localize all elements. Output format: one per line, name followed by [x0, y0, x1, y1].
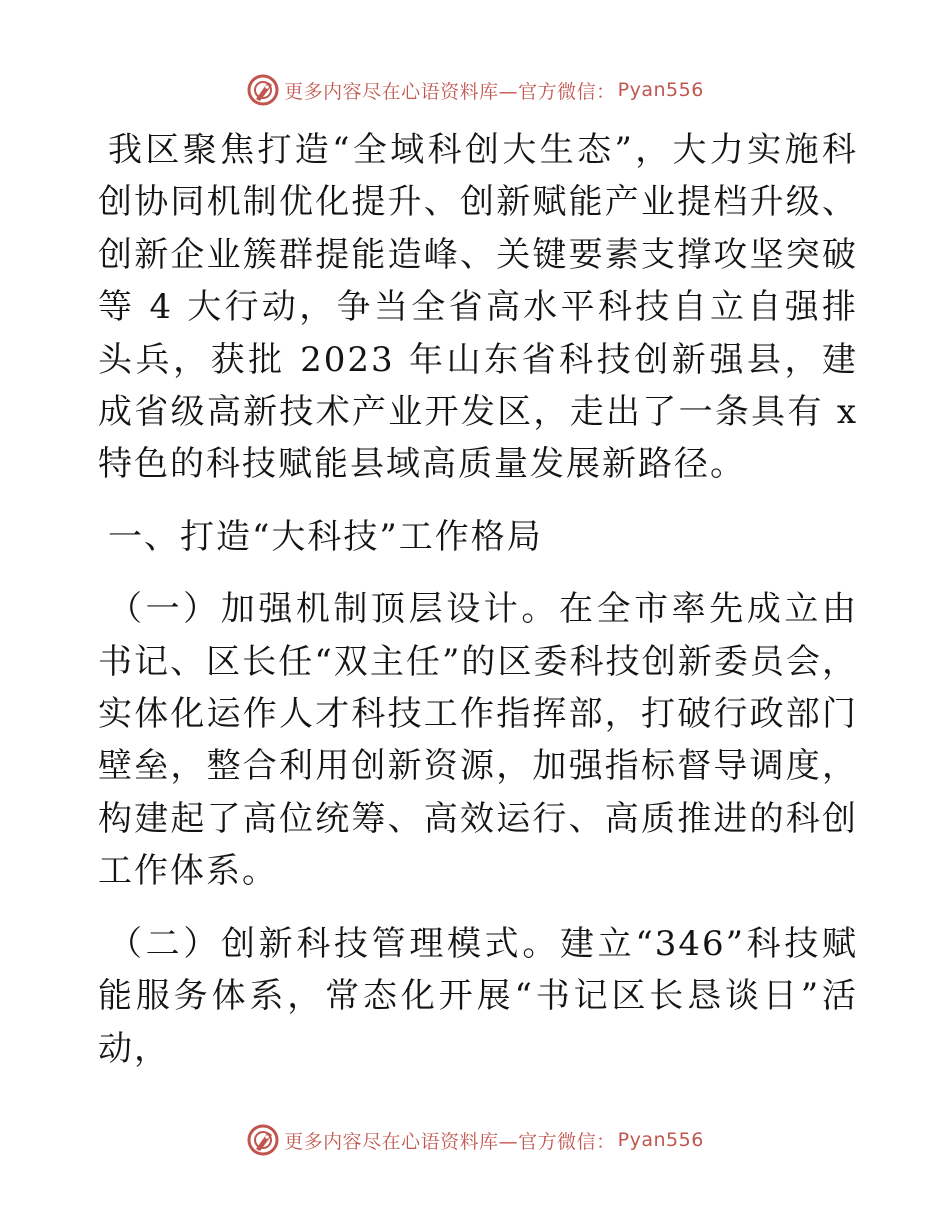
pen-nib-circle-icon: [246, 1123, 280, 1157]
watermark-text: 更多内容尽在心语资料库—官方微信：: [284, 1130, 616, 1153]
section-heading: 一、打造“大科技”工作格局: [108, 516, 543, 557]
watermark-wechat-id: Pyan556: [617, 79, 704, 101]
watermark-footer: [0, 1120, 950, 1160]
watermark-text: 更多内容尽在心语资料库—官方微信：: [284, 80, 616, 103]
pen-nib-circle-icon: [246, 73, 280, 107]
subsection-paragraph-1: （一）加强机制顶层设计。在全市率先成立由书记、区长任“双主任”的区委科技创新委员会，实体化运作人才科技工作指挥部，打破行政部门壁垒，整合利用创新资源，加强指标督导调度，构建起了高位统筹、高效运行、高质推进的科创工作体系。: [98, 589, 858, 892]
watermark-wechat-id: Pyan556: [617, 1129, 704, 1151]
subsection-paragraph-2: （二）创新科技管理模式。建立“346”科技赋能服务体系，常态化开展“书记区长恳谈日”活动，: [98, 923, 858, 1069]
document-body: [98, 124, 858, 1075]
intro-paragraph: 我区聚焦打造“全域科创大生态”，大力实施科创协同机制优化提升、创新赋能产业提档升级、创新企业簇群提能造峰、关键要素支撑攻坚突破等 4 大行动，争当全省高水平科技自立自强排头兵，获批 2023 年山东省科技创新强县，建成省级高新技术产业开发区，走出了一条具有 x 特色的科技赋能县域高质量发展新路径。: [98, 130, 858, 485]
watermark-header: [0, 70, 950, 110]
